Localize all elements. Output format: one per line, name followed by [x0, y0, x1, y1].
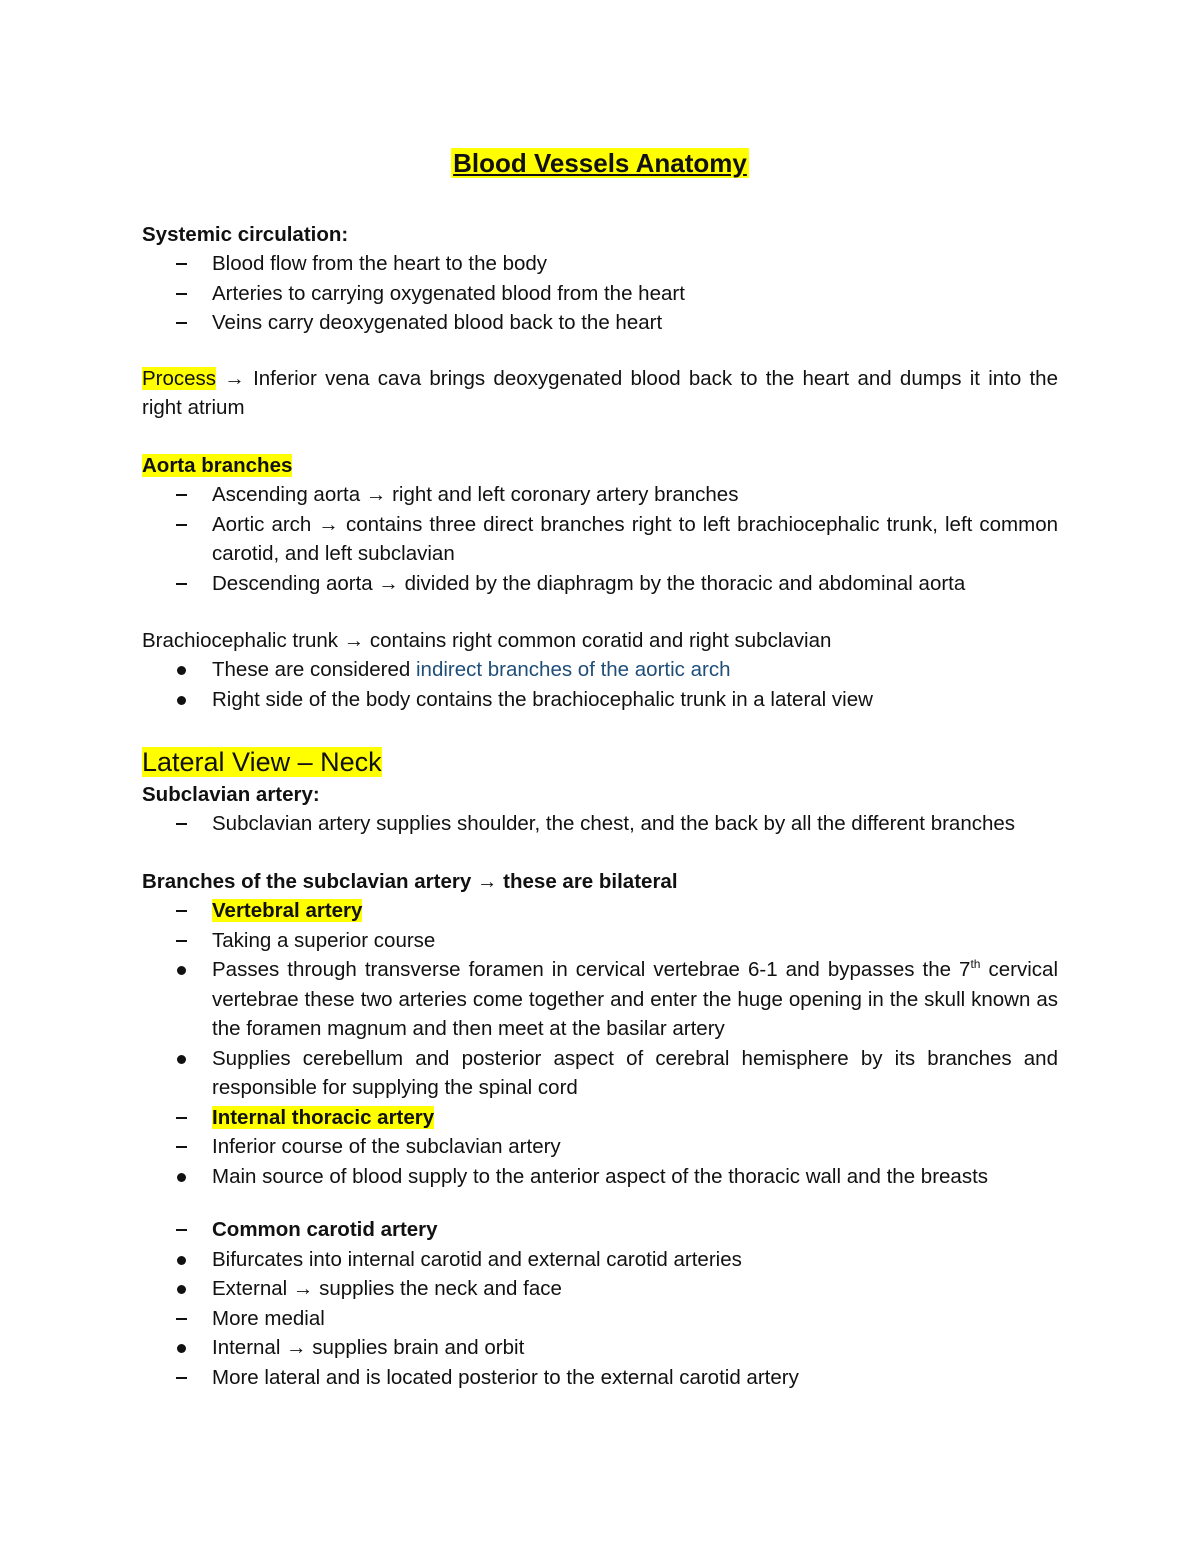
arrow-icon: → — [343, 629, 365, 652]
list-item: Taking a superior course — [212, 928, 436, 952]
list-item: Blood flow from the heart to the body — [212, 252, 548, 275]
aorta-section — [142, 451, 1058, 598]
systemic-section — [142, 220, 1058, 338]
list-item: These are considered indirect branches of the aortic arch — [212, 658, 731, 681]
arrow-icon: → — [476, 870, 498, 893]
list-item: Arteries to carrying oxygenated blood from the heart — [212, 281, 685, 305]
list-item: Descending aorta → divided by the diaphragm by the thoracic and abdominal aorta — [212, 571, 966, 595]
list-item: Subclavian artery supplies shoulder, the chest, and the back by all the different branches — [212, 812, 1016, 835]
aorta-heading: Aorta branches — [142, 454, 293, 477]
aorta-list — [142, 480, 1058, 598]
list-item: Main source of blood supply to the anterior aspect of the thoracic wall and the breasts — [212, 1164, 989, 1188]
lateral-heading-wrap — [142, 743, 382, 781]
list-item: Inferior course of the subclavian artery — [212, 1135, 561, 1158]
list-item: More lateral and is located posterior to the external carotid artery — [212, 1365, 799, 1389]
list-item: More medial — [212, 1306, 325, 1330]
branches-section — [142, 867, 1058, 1191]
list-item: Supplies cerebellum and posterior aspect of cerebral hemisphere by its branches and responsible for supplying the spinal cord — [212, 1046, 1058, 1099]
list-item: Right side of the body contains the brachiocephalic trunk in a lateral view — [212, 687, 873, 711]
branches-list — [142, 896, 1058, 1191]
arrow-icon: → — [318, 512, 339, 536]
document-title: Blood Vessels Anatomy — [453, 148, 747, 178]
subclavian-list — [142, 809, 1058, 839]
carotid-list — [142, 1215, 1058, 1392]
process-paragraph — [142, 365, 1058, 422]
document-title-wrap — [0, 145, 1200, 184]
brachio-heading: Brachiocephalic trunk → contains right common coratid and right subclavian — [142, 629, 832, 652]
list-item: Aortic arch → contains three direct branches right to left brachiocephalic trunk, left common carotid, and left subclavian — [212, 512, 1059, 565]
systemic-list — [142, 249, 1058, 338]
list-item: External → supplies the neck and face — [212, 1277, 562, 1300]
subclavian-heading: Subclavian artery: — [142, 783, 320, 806]
list-item: Internal → supplies brain and orbit — [212, 1336, 525, 1359]
branches-heading: Branches of the subclavian artery → these are bilateral — [142, 870, 678, 893]
lateral-heading: Lateral View – Neck — [142, 747, 382, 777]
list-item: Veins carry deoxygenated blood back to the heart — [212, 311, 663, 334]
arrow-icon: → — [224, 367, 245, 390]
brachio-section — [142, 626, 1058, 714]
list-item — [142, 1215, 1058, 1245]
list-item: Bifurcates into internal carotid and external carotid arteries — [212, 1247, 742, 1271]
carotid-section — [142, 1215, 1058, 1392]
carotid-heading: Common carotid artery — [212, 1218, 438, 1241]
process-text: Inferior vena cava brings deoxygenated blood back to the heart and dumps it into the right atrium — [142, 367, 1058, 419]
vertebral-artery-label: Vertebral artery — [212, 899, 363, 922]
list-item: Passes through transverse foramen in cervical vertebrae 6-1 and bypasses the 7th cervical vertebrae these two arteries come together and enter the huge opening in the skull known as the foramen magnum and then meet at the basilar artery — [212, 957, 1058, 1040]
list-item — [142, 1103, 1058, 1133]
arrow-icon: → — [286, 1336, 307, 1359]
arrow-icon: → — [378, 571, 399, 595]
brachio-list — [142, 655, 1058, 714]
list-item: Ascending aorta → right and left coronary artery branches — [212, 483, 739, 506]
arrow-icon: → — [292, 1277, 314, 1300]
arrow-icon: → — [365, 483, 387, 506]
list-item — [142, 896, 1058, 926]
highlighted-phrase: indirect branches of the aortic arch — [415, 658, 731, 681]
internal-thoracic-label: Internal thoracic artery — [212, 1105, 435, 1129]
process-label: Process — [142, 367, 217, 390]
systemic-heading: Systemic circulation: — [142, 223, 349, 246]
subclavian-section — [142, 780, 1058, 839]
